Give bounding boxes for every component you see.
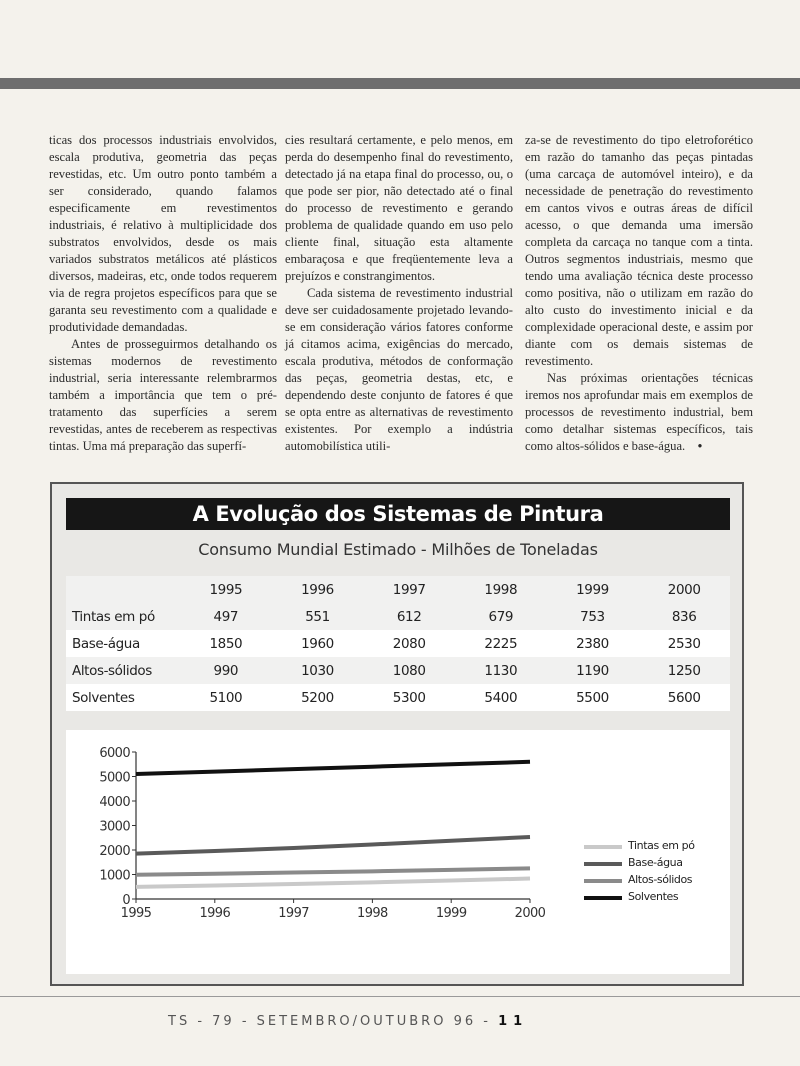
series-line-0 [136, 879, 530, 887]
legend-label: Tintas em pó [628, 839, 695, 852]
line-chart [66, 730, 730, 974]
footer-rule [0, 996, 800, 997]
table-cell: 1080 [363, 657, 455, 684]
top-rule [0, 78, 800, 89]
table-cell: 1250 [638, 657, 730, 684]
year-header: 1997 [363, 576, 455, 603]
legend-label: Base-água [628, 856, 683, 869]
y-tick-label: 5000 [99, 770, 130, 786]
table-cell: 5100 [180, 684, 272, 711]
x-tick-label: 1996 [199, 906, 231, 921]
table-cell: 1190 [547, 657, 639, 684]
folio [168, 1014, 528, 1029]
table-cell: 1130 [455, 657, 547, 684]
paragraph: Antes de prosseguirmos detalhando os sistemas modernos de revestimento industrial, seria interessante relembrarmos também a importância que tem o pré-tratamento das superfícies a serem revestidas, antes de receberem as respectivas tintas. Uma má preparação das superfí- [49, 337, 277, 453]
x-tick-label: 1999 [435, 906, 467, 921]
table-cell: 1030 [272, 657, 364, 684]
figure-subtitle: Consumo Mundial Estimado - Milhões de Toneladas [198, 540, 598, 559]
table-cell: 1850 [180, 630, 272, 657]
table-cell: 753 [547, 603, 639, 630]
table-cell: 497 [180, 603, 272, 630]
x-tick-label: 1998 [357, 906, 388, 921]
legend-label: Solventes [628, 890, 679, 903]
table-row [66, 657, 730, 684]
series-line-2 [136, 868, 530, 874]
table-cell: 1960 [272, 630, 364, 657]
table-row [66, 630, 730, 657]
figure-box [50, 482, 744, 986]
article-column-1 [49, 132, 277, 455]
table-row [66, 684, 730, 711]
table-cell: 990 [180, 657, 272, 684]
paragraph-text: Nas próximas orientações técnicas iremos nos aprofundar mais em exemplos de processos de revestimento industrial, bem como detalhar sistemas específicos, tais como altos-sólidos e base-água. [525, 371, 753, 453]
row-label: Base-água [66, 630, 180, 657]
year-header: 1996 [272, 576, 364, 603]
table-cell: 5400 [455, 684, 547, 711]
legend-label: Altos-sólidos [628, 873, 693, 886]
table-corner [66, 576, 180, 603]
paragraph: Cada sistema de revestimento industrial deve ser cuidadosamente projetado levando-se em consideração vários fatores conforme já citamos acima, exigências do mercado, escala produtiva, métodos de conformação das peças, geometria destas, etc, e dependendo deste conjunto de fatores é que se opta entre as alternativas de revestimento existentes. Por exemplo a indústria automobilística utili- [285, 286, 513, 453]
table-cell: 5200 [272, 684, 364, 711]
table-cell: 2225 [455, 630, 547, 657]
folio-text: TS - 79 - SETEMBRO/OUTUBRO 96 - [168, 1014, 491, 1029]
x-tick-label: 2000 [514, 906, 546, 921]
article-column-2 [285, 132, 513, 455]
year-header: 1999 [547, 576, 639, 603]
y-tick-label: 1000 [99, 868, 130, 884]
end-bullet: • [697, 439, 703, 453]
paragraph: za-se de revestimento do tipo eletroforético em razão do tamanho das peças pintadas (uma carcaça de automóvel inteiro), e da necessidade de penetração do revestimento em cantos vivos e outras áreas de difícil acesso, o que demanda uma imersão completa da carcaça no tanque com a tinta. Outros segmentos industriais, mesmo que tendo uma avaliação técnica deste processo como positiva, não o utilizam em razão do alto custo do investimento inicial e da complexidade operacional deste, e assim por diante com os demais sistemas de revestimento. [525, 133, 753, 368]
y-tick-label: 2000 [99, 844, 130, 859]
table-cell: 836 [638, 603, 730, 630]
table-cell: 2530 [638, 630, 730, 657]
year-header: 1998 [455, 576, 547, 603]
table-cell: 679 [455, 603, 547, 630]
table-cell: 5600 [638, 684, 730, 711]
y-tick-label: 6000 [99, 746, 130, 761]
figure-title: A Evolução dos Sistemas de Pintura [66, 498, 730, 530]
year-header: 1995 [180, 576, 272, 603]
paragraph: ticas dos processos industriais envolvidos, escala produtiva, geometria das peças revestidas, etc. Um outro ponto também a ser considerado, quando falamos especificamente em revestimentos industriais, é relativo à multiplicidade dos substratos envolvidos, desde os mais variados substratos metálicos até plásticos diversos, madeiras, etc, onde todos requerem via de regra projetos específicos para que se garanta seu revestimento com a qualidade e produtividade demandadas. [49, 133, 277, 334]
x-tick-label: 1995 [120, 906, 152, 921]
table-cell: 612 [363, 603, 455, 630]
year-header: 2000 [638, 576, 730, 603]
y-tick-label: 0 [122, 893, 130, 908]
table-cell: 551 [272, 603, 364, 630]
paragraph [525, 370, 753, 455]
table-cell: 2080 [363, 630, 455, 657]
table-cell: 5500 [547, 684, 639, 711]
table-cell: 5300 [363, 684, 455, 711]
data-table [66, 576, 730, 711]
table-header-row [66, 576, 730, 603]
table-cell: 2380 [547, 630, 639, 657]
line-chart-svg [66, 730, 730, 974]
page-number: 11 [498, 1014, 529, 1029]
table-row [66, 603, 730, 630]
article-column-3 [525, 132, 753, 455]
y-tick-label: 3000 [99, 819, 130, 835]
row-label: Altos-sólidos [66, 657, 180, 684]
row-label: Tintas em pó [66, 603, 180, 630]
row-label: Solventes [66, 684, 180, 711]
x-tick-label: 1997 [278, 906, 309, 921]
paragraph: cies resultará certamente, e pelo menos, em perda do desempenho final do revestimento, detectado já na etapa final do processo, ou, o que pode ser pior, não detectado até o final do processo de revestimento e gerando problema de qualidade quando em uso pelo cliente final, situação esta altamente embaraçosa e que freqüentemente leva a prejuízos e constrangimentos. [285, 133, 513, 283]
y-tick-label: 4000 [99, 795, 130, 810]
series-line-1 [136, 837, 530, 854]
series-line-3 [136, 762, 530, 774]
